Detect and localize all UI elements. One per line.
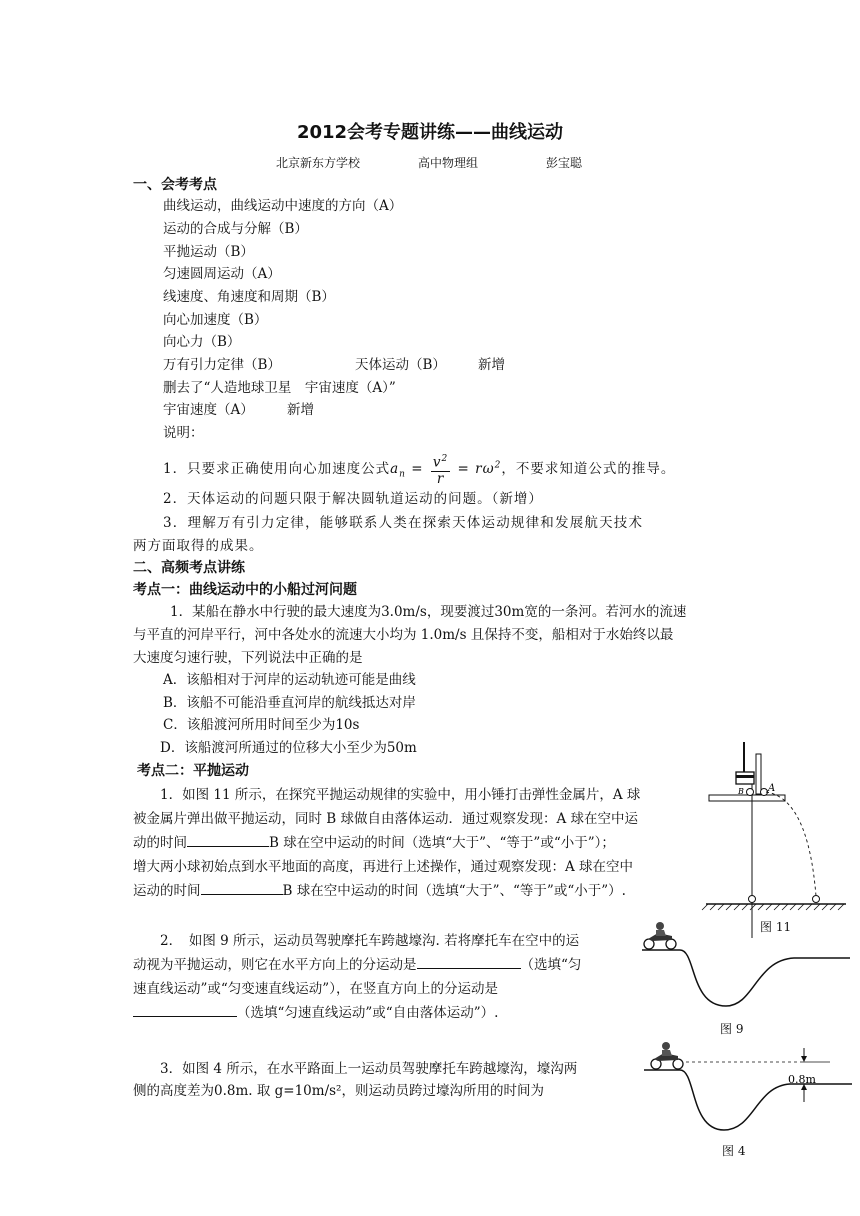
author-school: 北京新东方学校 <box>276 156 361 170</box>
exam-point-item: 宇宙速度（A） <box>163 402 254 418</box>
kp2-q3-cont: 侧的高度差为0.8m. 取 g=10m/s²，则运动员跨过壕沟所用的时间为 <box>133 1083 544 1099</box>
figure-11 <box>700 738 850 938</box>
section-heading-practice: 二、高频考点讲练 <box>133 560 245 576</box>
figure-9 <box>638 914 853 1024</box>
note-1 <box>163 452 675 487</box>
option-a: A．该船相对于河岸的运动轨迹可能是曲线 <box>163 672 416 688</box>
figure-9-caption: 图 9 <box>720 1022 744 1036</box>
exam-point-item: 曲线运动，曲线运动中速度的方向（A） <box>163 198 403 214</box>
motorcycle-icon <box>651 1042 683 1069</box>
author-group: 高中物理组 <box>418 156 479 170</box>
kp2-q1-cont: 增大两小球初始点到水平地面的高度，再进行上述操作，通过观察发现：A 球在空中 <box>133 859 634 875</box>
exam-point-item: 匀速圆周运动（A） <box>163 266 281 282</box>
answer-blank[interactable] <box>187 832 269 847</box>
note-2: 2．天体运动的问题只限于解决圆轨道运动的问题。（新增） <box>163 491 543 507</box>
figure-4-caption: 图 4 <box>722 1144 746 1158</box>
note-label: 说明： <box>163 425 204 441</box>
answer-blank[interactable] <box>417 954 521 969</box>
new-tag: 新增 <box>287 402 314 418</box>
new-tag: 新增 <box>478 357 505 373</box>
exam-point-item: 平抛运动（B） <box>163 244 254 260</box>
figure-4 <box>640 1036 855 1144</box>
note-3-cont: 两方面取得的成果。 <box>133 538 264 554</box>
centripetal-formula: $a_n$ = $\frac{v^2}{r}$ = $r\omega^2$ <box>390 454 502 487</box>
answer-blank[interactable] <box>201 880 283 895</box>
kp2-q1: 1．如图 11 所示，在探究平抛运动规律的实验中，用小锤打击弹性金属片，A 球 <box>160 787 641 803</box>
option-d: D．该船渡河所通过的位移大小至少为50m <box>160 740 417 756</box>
option-b: B．该船不可能沿垂直河岸的航线抵达对岸 <box>163 695 416 711</box>
kp1-heading: 考点一：曲线运动中的小船过河问题 <box>133 582 357 598</box>
kp2-q1-cont: 动的时间 B 球在空中运动的时间（选填“大于”、“等于”或“小于”）； <box>133 832 615 854</box>
option-c: C．该船渡河所用时间至少为10s <box>163 717 360 733</box>
fig11-label-a: A <box>768 783 776 794</box>
kp1-question: 1．某船在静水中行驶的最大速度为3.0m/s，现要渡过30m宽的一条河。若河水的流速 <box>170 604 687 620</box>
author-name: 彭宝聪 <box>546 156 583 170</box>
page-title: 2012会考专题讲练——曲线运动 <box>296 122 564 143</box>
section-heading-exam-points: 一、会考考点 <box>133 177 217 193</box>
answer-blank[interactable] <box>133 1002 237 1017</box>
exam-point-item: 线速度、角速度和周期（B） <box>163 289 335 305</box>
note-3: 3．理解万有引力定律，能够联系人类在探索天体运动规律和发展航天技术 <box>163 515 644 531</box>
kp2-heading: 考点二：平抛运动 <box>137 763 249 779</box>
kp2-q1-cont: 运动的时间 B 球在空中运动的时间（选填“大于”、“等于”或“小于”）. <box>133 880 626 902</box>
exam-point-item: 向心加速度（B） <box>163 312 268 328</box>
kp2-q2-cont: 动视为平抛运动，则它在水平方向上的分运动是 （选填“匀 <box>133 954 581 976</box>
kp2-q2-cont: （选填“匀速直线运动”或“自由落体运动”）. <box>133 1002 498 1024</box>
exam-point-item: 运动的合成与分解（B） <box>163 221 308 237</box>
kp1-question-cont: 与平直的河岸平行，河中各处水的流速大小均为 1.0m/s 且保持不变，船相对于水始终以最 <box>133 627 674 643</box>
kp2-q2-cont: 速直线运动”或“匀变速直线运动”），在竖直方向上的分运动是 <box>133 981 498 997</box>
fig11-label-b: B <box>738 787 744 796</box>
exam-point-item: 向心力（B） <box>163 334 241 350</box>
kp2-q1-cont: 被金属片弹出做平抛运动，同时 B 球做自由落体运动．通过观察发现：A 球在空中运 <box>133 811 639 827</box>
note-1-text: 1．只要求正确使用向心加速度公式 <box>163 460 391 477</box>
note-1-text-end: ，不要求知道公式的推导。 <box>501 460 676 477</box>
figure-11-caption: 图 11 <box>760 920 792 934</box>
exam-point-item: 删去了“人造地球卫星 宇宙速度（A）” <box>163 380 396 396</box>
exam-point-item: 万有引力定律（B） <box>163 357 281 373</box>
exam-point-item: 天体运动（B） <box>355 357 446 373</box>
kp1-question-cont: 大速度匀速行驶，下列说法中正确的是 <box>133 650 363 666</box>
kp2-q2: 2． 如图 9 所示，运动员驾驶摩托车跨越壕沟. 若将摩托车在空中的运 <box>160 933 580 949</box>
fig4-height-label: 0.8m <box>788 1073 816 1086</box>
motorcycle-icon <box>644 922 676 949</box>
kp2-q3: 3．如图 4 所示，在水平路面上一运动员驾驶摩托车跨越壕沟，壕沟两 <box>160 1061 578 1077</box>
